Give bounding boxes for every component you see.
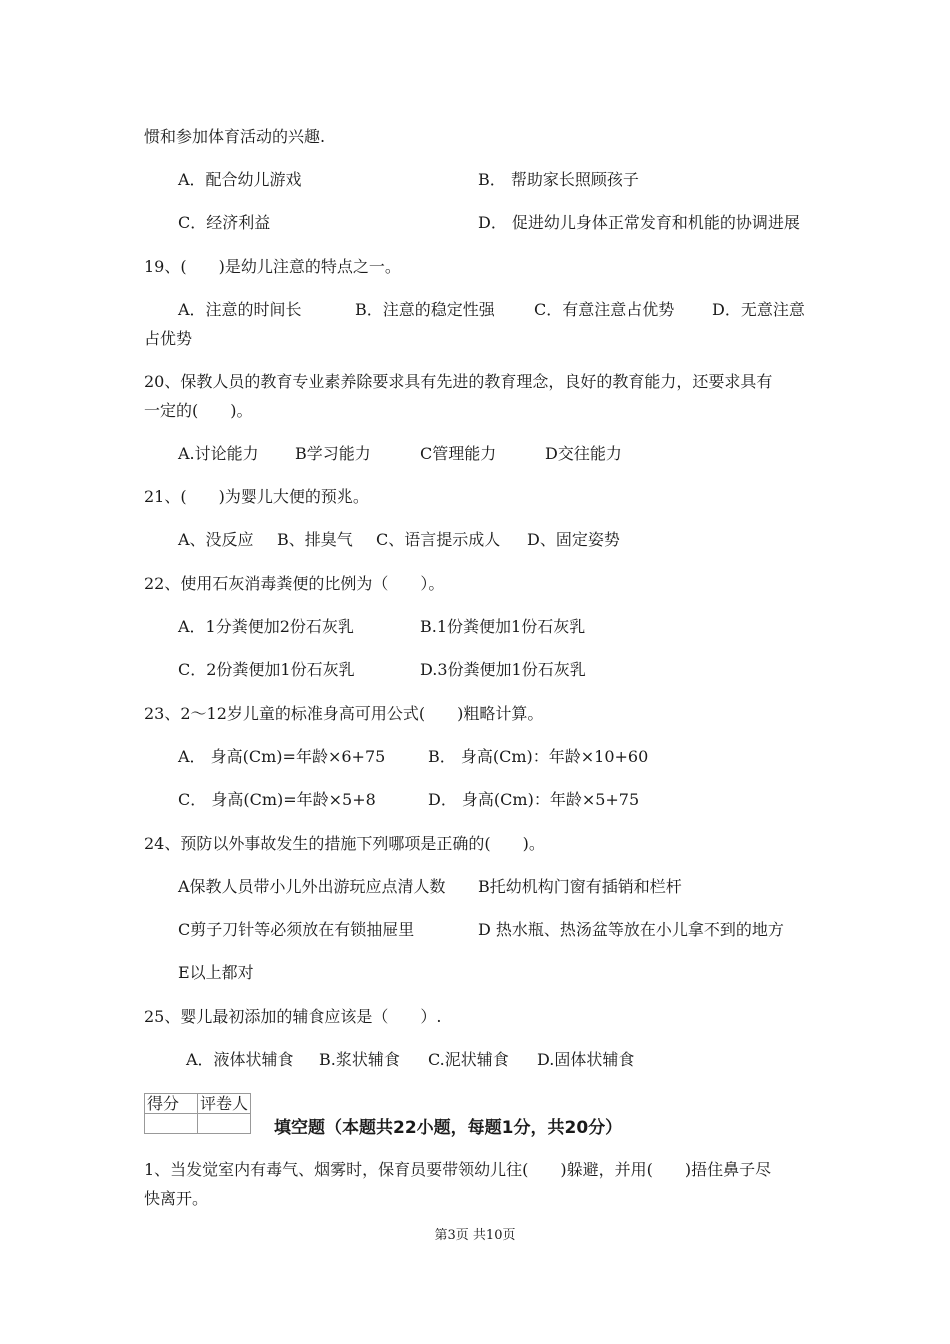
q18-option-b: B． 帮助家长照顾孩子 <box>478 170 639 189</box>
q19-option-d-wrap: 占优势 <box>144 329 193 348</box>
q23-option-a: A． 身高(Cm)=年龄×6+75 <box>178 747 386 766</box>
q23-stem: 23、2～12岁儿童的标准身高可用公式( )粗略计算。 <box>144 704 544 723</box>
q24-option-c: C剪子刀针等必须放在有锁抽屉里 <box>178 920 415 939</box>
q23-option-c: C． 身高(Cm)=年龄×5+8 <box>178 790 376 809</box>
q24-option-e: E以上都对 <box>178 963 254 982</box>
score-label: 得分 <box>145 1094 198 1114</box>
q19-option-b: B．注意的稳定性强 <box>355 300 495 319</box>
fill-q1-line-2: 快离开。 <box>144 1189 209 1208</box>
q20-option-c: C管理能力 <box>420 444 497 463</box>
section-title: 填空题（本题共22小题，每题1分，共20分） <box>274 1118 623 1138</box>
q20-stem-line-1: 20、保教人员的教育专业素养除要求具有先进的教育理念，良好的教育能力，还要求具有 <box>144 372 773 391</box>
q21-option-c: C、语言提示成人 <box>376 530 501 549</box>
q21-option-a: A、没反应 <box>178 530 254 549</box>
q19-stem: 19、( )是幼儿注意的特点之一。 <box>144 257 401 276</box>
q21-option-b: B、排臭气 <box>277 530 353 549</box>
q19-option-d: D．无意注意 <box>712 300 805 319</box>
q20-stem-line-2: 一定的( )。 <box>144 401 253 420</box>
q22-option-b: B.1份粪便加1份石灰乳 <box>420 617 586 636</box>
q24-stem: 24、预防以外事故发生的措施下列哪项是正确的( )。 <box>144 834 545 853</box>
fill-q1-line-1: 1、当发觉室内有毒气、烟雾时，保育员要带领幼儿往( )躲避，并用( )捂住鼻子尽 <box>144 1160 772 1179</box>
q21-stem: 21、( )为婴儿大便的预兆。 <box>144 487 369 506</box>
grader-label: 评卷人 <box>198 1094 251 1114</box>
q20-option-b: B学习能力 <box>295 444 371 463</box>
q18-option-a: A．配合幼儿游戏 <box>178 170 302 189</box>
intro-line: 惯和参加体育活动的兴趣. <box>144 127 326 146</box>
q24-option-b: B托幼机构门窗有插销和栏杆 <box>478 877 682 896</box>
q20-option-a: A.讨论能力 <box>178 444 259 463</box>
q21-option-d: D、固定姿势 <box>527 530 620 549</box>
q19-option-a: A．注意的时间长 <box>178 300 302 319</box>
q22-stem: 22、使用石灰消毒粪便的比例为（ ）。 <box>144 574 445 593</box>
q25-stem: 25、婴儿最初添加的辅食应该是（ ）. <box>144 1007 442 1026</box>
q18-option-d: D． 促进幼儿身体正常发育和机能的协调进展 <box>478 213 800 232</box>
q24-option-a: A保教人员带小儿外出游玩应点清人数 <box>178 877 446 896</box>
q24-option-d: D 热水瓶、热汤盆等放在小儿拿不到的地方 <box>478 920 784 939</box>
q22-option-c: C．2份粪便加1份石灰乳 <box>178 660 355 679</box>
q25-option-b: B.浆状辅食 <box>319 1050 400 1069</box>
score-table <box>144 1093 251 1134</box>
q23-option-b: B． 身高(Cm)：年龄×10+60 <box>428 747 649 766</box>
page-footer: 第3页 共10页 <box>434 1228 516 1243</box>
q22-option-a: A．1分粪便加2份石灰乳 <box>178 617 354 636</box>
q25-option-c: C.泥状辅食 <box>428 1050 509 1069</box>
q23-option-d: D． 身高(Cm)：年龄×5+75 <box>428 790 640 809</box>
q19-option-c: C．有意注意占优势 <box>534 300 675 319</box>
q25-option-a: A．液体状辅食 <box>186 1050 294 1069</box>
q25-option-d: D.固体状辅食 <box>537 1050 635 1069</box>
q22-option-d: D.3份粪便加1份石灰乳 <box>420 660 586 679</box>
q20-option-d: D交往能力 <box>545 444 622 463</box>
q18-option-c: C．经济利益 <box>178 213 271 232</box>
grader-cell <box>198 1114 251 1134</box>
score-cell <box>145 1114 198 1134</box>
